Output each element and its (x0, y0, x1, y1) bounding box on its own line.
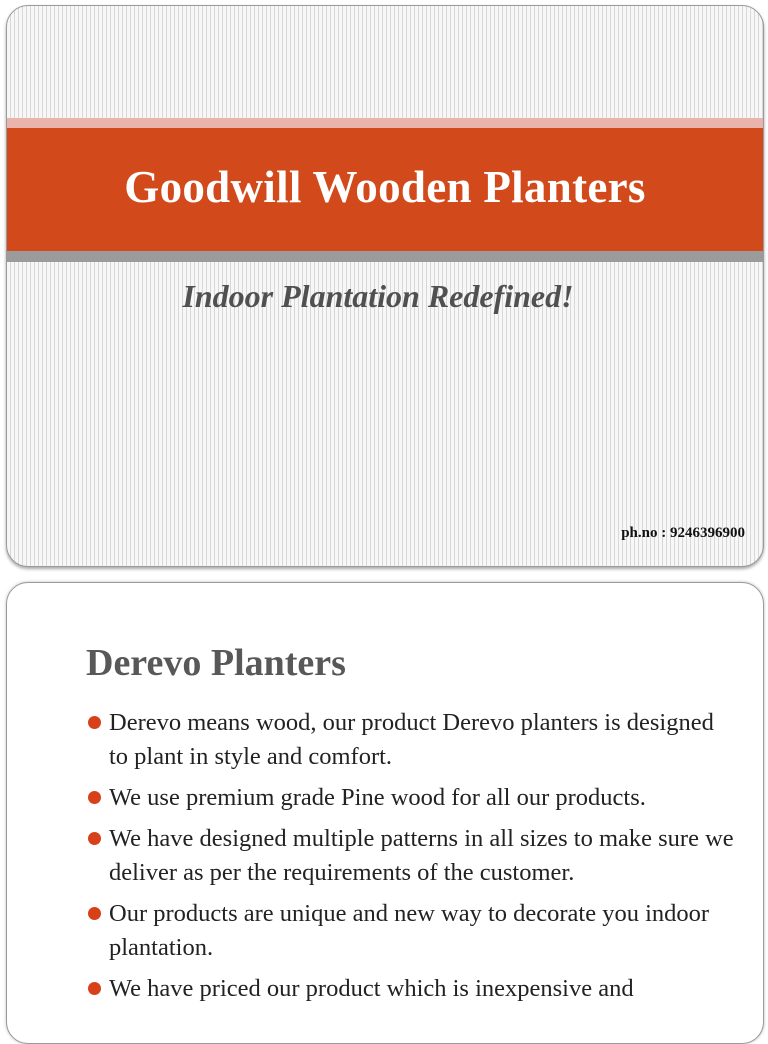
bullet-text: We have designed multiple patterns in all sizes to make sure we deliver as per the requirements of the customer. (109, 825, 734, 886)
bullet-text: Derevo means wood, our product Derevo planters is designed to plant in style and comfort. (109, 709, 714, 770)
slide-subtitle: Indoor Plantation Redefined! (182, 278, 574, 314)
bullet-dot-icon (88, 832, 101, 845)
title-band (7, 128, 763, 251)
bullet-list (87, 706, 737, 1013)
bullet-text: We have priced our product which is inexpensive and (109, 975, 634, 1002)
bullet-text: We use premium grade Pine wood for all our products. (109, 784, 646, 811)
bullet-dot-icon (88, 716, 101, 729)
slide-heading: Derevo Planters (86, 642, 346, 684)
accent-band-top (7, 118, 763, 128)
bullet-item (87, 972, 737, 1006)
bullet-item (87, 897, 737, 965)
accent-band-bottom (7, 251, 763, 262)
title-slide (6, 5, 764, 567)
bullet-text: Our products are unique and new way to decorate you indoor plantation. (109, 900, 710, 961)
slide-title: Goodwill Wooden Planters (124, 161, 646, 212)
bullet-item (87, 706, 737, 774)
bullet-item (87, 781, 737, 815)
bullet-item (87, 822, 737, 890)
bullet-dot-icon (88, 791, 101, 804)
content-slide (6, 582, 764, 1044)
phone-number: ph.no : 9246396900 (621, 525, 745, 541)
bullet-dot-icon (88, 907, 101, 920)
bullet-dot-icon (88, 982, 101, 995)
